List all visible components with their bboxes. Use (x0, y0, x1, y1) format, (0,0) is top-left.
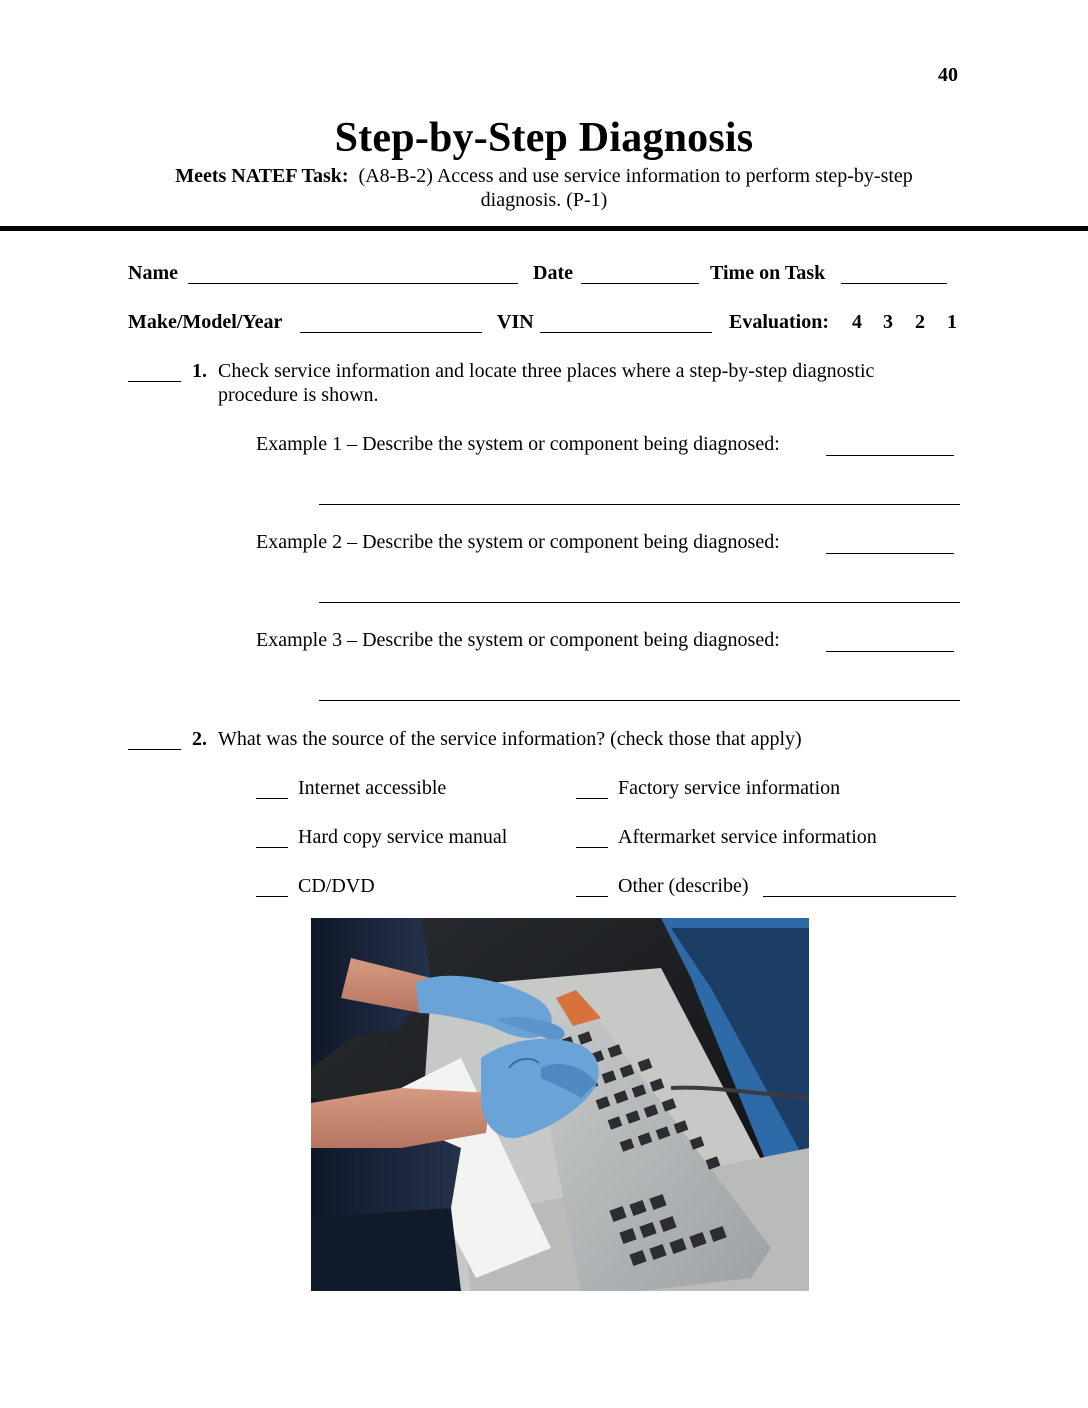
time-on-task-field[interactable] (841, 283, 947, 284)
date-label: Date (533, 262, 573, 284)
natef-task (0, 164, 1088, 212)
option-factory-checkbox[interactable] (576, 798, 608, 799)
option-cd-dvd-label: CD/DVD (298, 875, 375, 897)
example-2-field[interactable] (826, 553, 954, 554)
example-2-field-line-2[interactable] (319, 602, 960, 603)
example-1-label: Example 1 – Describe the system or component being diagnosed: (256, 433, 780, 455)
header-rule (0, 226, 1088, 231)
name-field[interactable] (188, 283, 518, 284)
example-1-field[interactable] (826, 455, 954, 456)
vin-label: VIN (497, 311, 534, 333)
example-3-field[interactable] (826, 651, 954, 652)
option-other-describe-field[interactable] (763, 896, 956, 897)
option-hard-copy-checkbox[interactable] (256, 847, 288, 848)
question-2-number: 2. (192, 728, 207, 750)
make-model-year-field[interactable] (300, 332, 482, 333)
question-1-text-line-2: procedure is shown. (218, 384, 379, 406)
option-aftermarket-checkbox[interactable] (576, 847, 608, 848)
question-2-check-field[interactable] (128, 749, 181, 750)
evaluation-score-2[interactable]: 2 (915, 311, 925, 333)
make-model-year-label: Make/Model/Year (128, 311, 283, 333)
question-1-check-field[interactable] (128, 381, 181, 382)
keyboard-photo (311, 918, 809, 1291)
question-1-number: 1. (192, 360, 207, 382)
natef-task-label: Meets NATEF Task: (175, 165, 349, 187)
date-field[interactable] (581, 283, 699, 284)
name-label: Name (128, 262, 178, 284)
natef-task-text-2: diagnosis. (P-1) (480, 189, 608, 211)
example-2-label: Example 2 – Describe the system or component being diagnosed: (256, 531, 780, 553)
option-cd-dvd-checkbox[interactable] (256, 896, 288, 897)
option-hard-copy-label: Hard copy service manual (298, 826, 508, 848)
page-number: 40 (938, 64, 958, 86)
evaluation-score-1[interactable]: 1 (947, 311, 957, 333)
option-aftermarket-label: Aftermarket service information (618, 826, 877, 848)
option-factory-label: Factory service information (618, 777, 841, 799)
natef-task-text-1: (A8-B-2) Access and use service information to perform step-by-step (358, 165, 913, 187)
option-internet-label: Internet accessible (298, 777, 447, 799)
question-2-text: What was the source of the service information? (check those that apply) (218, 728, 802, 750)
page-title: Step-by-Step Diagnosis (334, 115, 754, 161)
option-other-label: Other (describe) (618, 875, 749, 897)
evaluation-score-4[interactable]: 4 (852, 311, 862, 333)
example-3-field-line-2[interactable] (319, 700, 960, 701)
question-1-text-line-1: Check service information and locate three places where a step-by-step diagnostic (218, 360, 875, 382)
option-internet-checkbox[interactable] (256, 798, 288, 799)
option-other-checkbox[interactable] (576, 896, 608, 897)
evaluation-label: Evaluation: (729, 311, 830, 333)
vin-field[interactable] (540, 332, 712, 333)
time-on-task-label: Time on Task (710, 262, 826, 284)
evaluation-score-3[interactable]: 3 (883, 311, 893, 333)
example-3-label: Example 3 – Describe the system or component being diagnosed: (256, 629, 780, 651)
example-1-field-line-2[interactable] (319, 504, 960, 505)
